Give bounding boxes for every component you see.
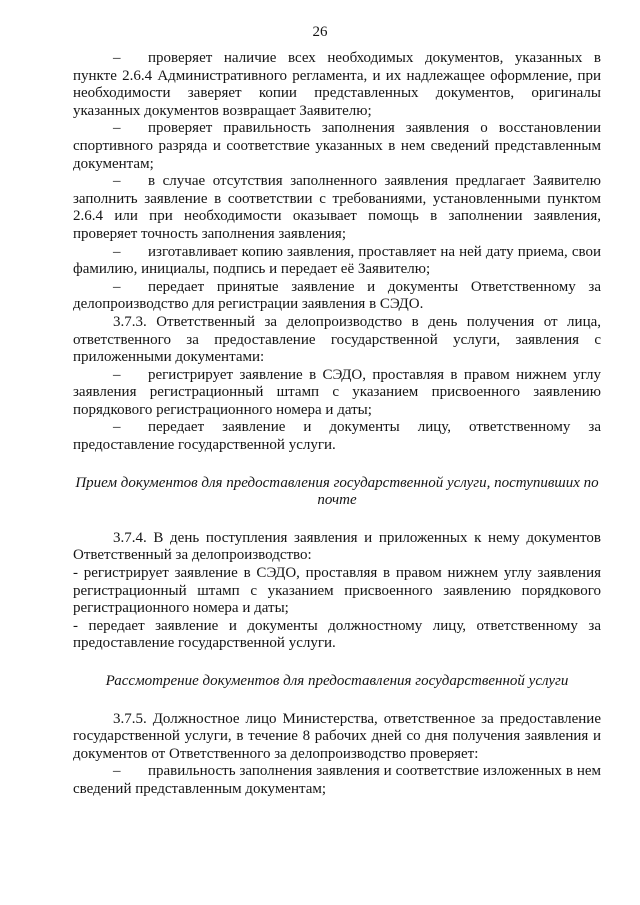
- document-body: [73, 50, 601, 799]
- paragraph-3-7-5: 3.7.5. Должностное лицо Министерства, ответственное за предоставление государственной услуги, в течение 8 рабочих дней со дня получения заявления и документов от Ответственного за делопроизводство проверяет:: [73, 710, 601, 762]
- dash-marker: –: [113, 243, 121, 260]
- dash-marker: –: [113, 763, 121, 780]
- list-item: [73, 763, 601, 798]
- list-item-text: проверяет наличие всех необходимых документов, указанных в пункте 2.6.4 Административного регламента, и их надлежащее оформление, при необходимости заверяет копии представленных документов, оригиналы указанных документов возвращает Заявителю;: [73, 50, 601, 119]
- list-item: [73, 120, 601, 173]
- dash-marker: –: [113, 278, 121, 295]
- list-item: [73, 244, 601, 279]
- paragraph-3-7-3: 3.7.3. Ответственный за делопроизводство в день получения от лица, ответственного за предоставление государственной услуги, заявления с приложенными документами:: [73, 313, 601, 366]
- spacer: [73, 510, 601, 530]
- list-item-text: регистрирует заявление в СЭДО, проставляя в правом нижнем углу заявления регистрационный штамп с указанием присвоенного заявлению порядкового регистрационного номера и даты;: [73, 366, 601, 418]
- section-heading-postal: Прием документов для предоставления государственной услуги, поступивших по почте: [75, 474, 599, 509]
- paragraph-3-7-4: 3.7.4. В день поступления заявления и приложенных к нему документов Ответственный за делопроизводство:: [73, 529, 601, 564]
- list-item: [73, 173, 601, 243]
- spacer: [73, 653, 601, 673]
- list-item-text: передает заявление и документы лицу, ответственному за предоставление государственной услуги.: [73, 419, 601, 454]
- dash-marker: –: [113, 120, 121, 137]
- list-item: - передает заявление и документы должностному лицу, ответственному за предоставление государственной услуги.: [73, 617, 601, 652]
- dash-marker: –: [113, 366, 121, 383]
- dash-marker: –: [113, 50, 121, 66]
- list-item: - регистрирует заявление в СЭДО, проставляя в правом нижнем углу заявления регистрационный штамп с указанием присвоенного заявлению порядкового регистрационного номера и даты;: [73, 565, 601, 617]
- list-item: [73, 367, 601, 420]
- list-item-text: передает принятые заявление и документы Ответственному за делопроизводство для регистрации заявления в СЭДО.: [73, 278, 601, 313]
- list-item: [73, 419, 601, 454]
- list-item-text: в случае отсутствия заполненного заявления предлагает Заявителю заполнить заявление в соответствии с требованиями, установленными пунктом 2.6.4 или при необходимости оказывает помощь в заполнении заявления, проверяет точность заполнения заявления;: [73, 173, 601, 242]
- list-item-text: правильность заполнения заявления и соответствие изложенных в нем сведений представленным документам;: [73, 763, 601, 797]
- page-number: 26: [312, 24, 328, 40]
- dash-marker: –: [113, 419, 121, 436]
- section-heading-review: Рассмотрение документов для предоставления государственной услуги: [105, 673, 569, 689]
- list-item-text: проверяет правильность заполнения заявления о восстановлении спортивного разряда и соответствие указанных в нем сведений представленным документам;: [73, 120, 601, 172]
- dash-marker: –: [113, 173, 121, 190]
- list-item-text: изготавливает копию заявления, проставляет на ней дату приема, свои фамилию, инициалы, подпись и передает её Заявителю;: [73, 243, 601, 278]
- list-item: [73, 50, 601, 120]
- list-item: [73, 279, 601, 314]
- spacer: [73, 455, 601, 475]
- spacer: [73, 691, 601, 711]
